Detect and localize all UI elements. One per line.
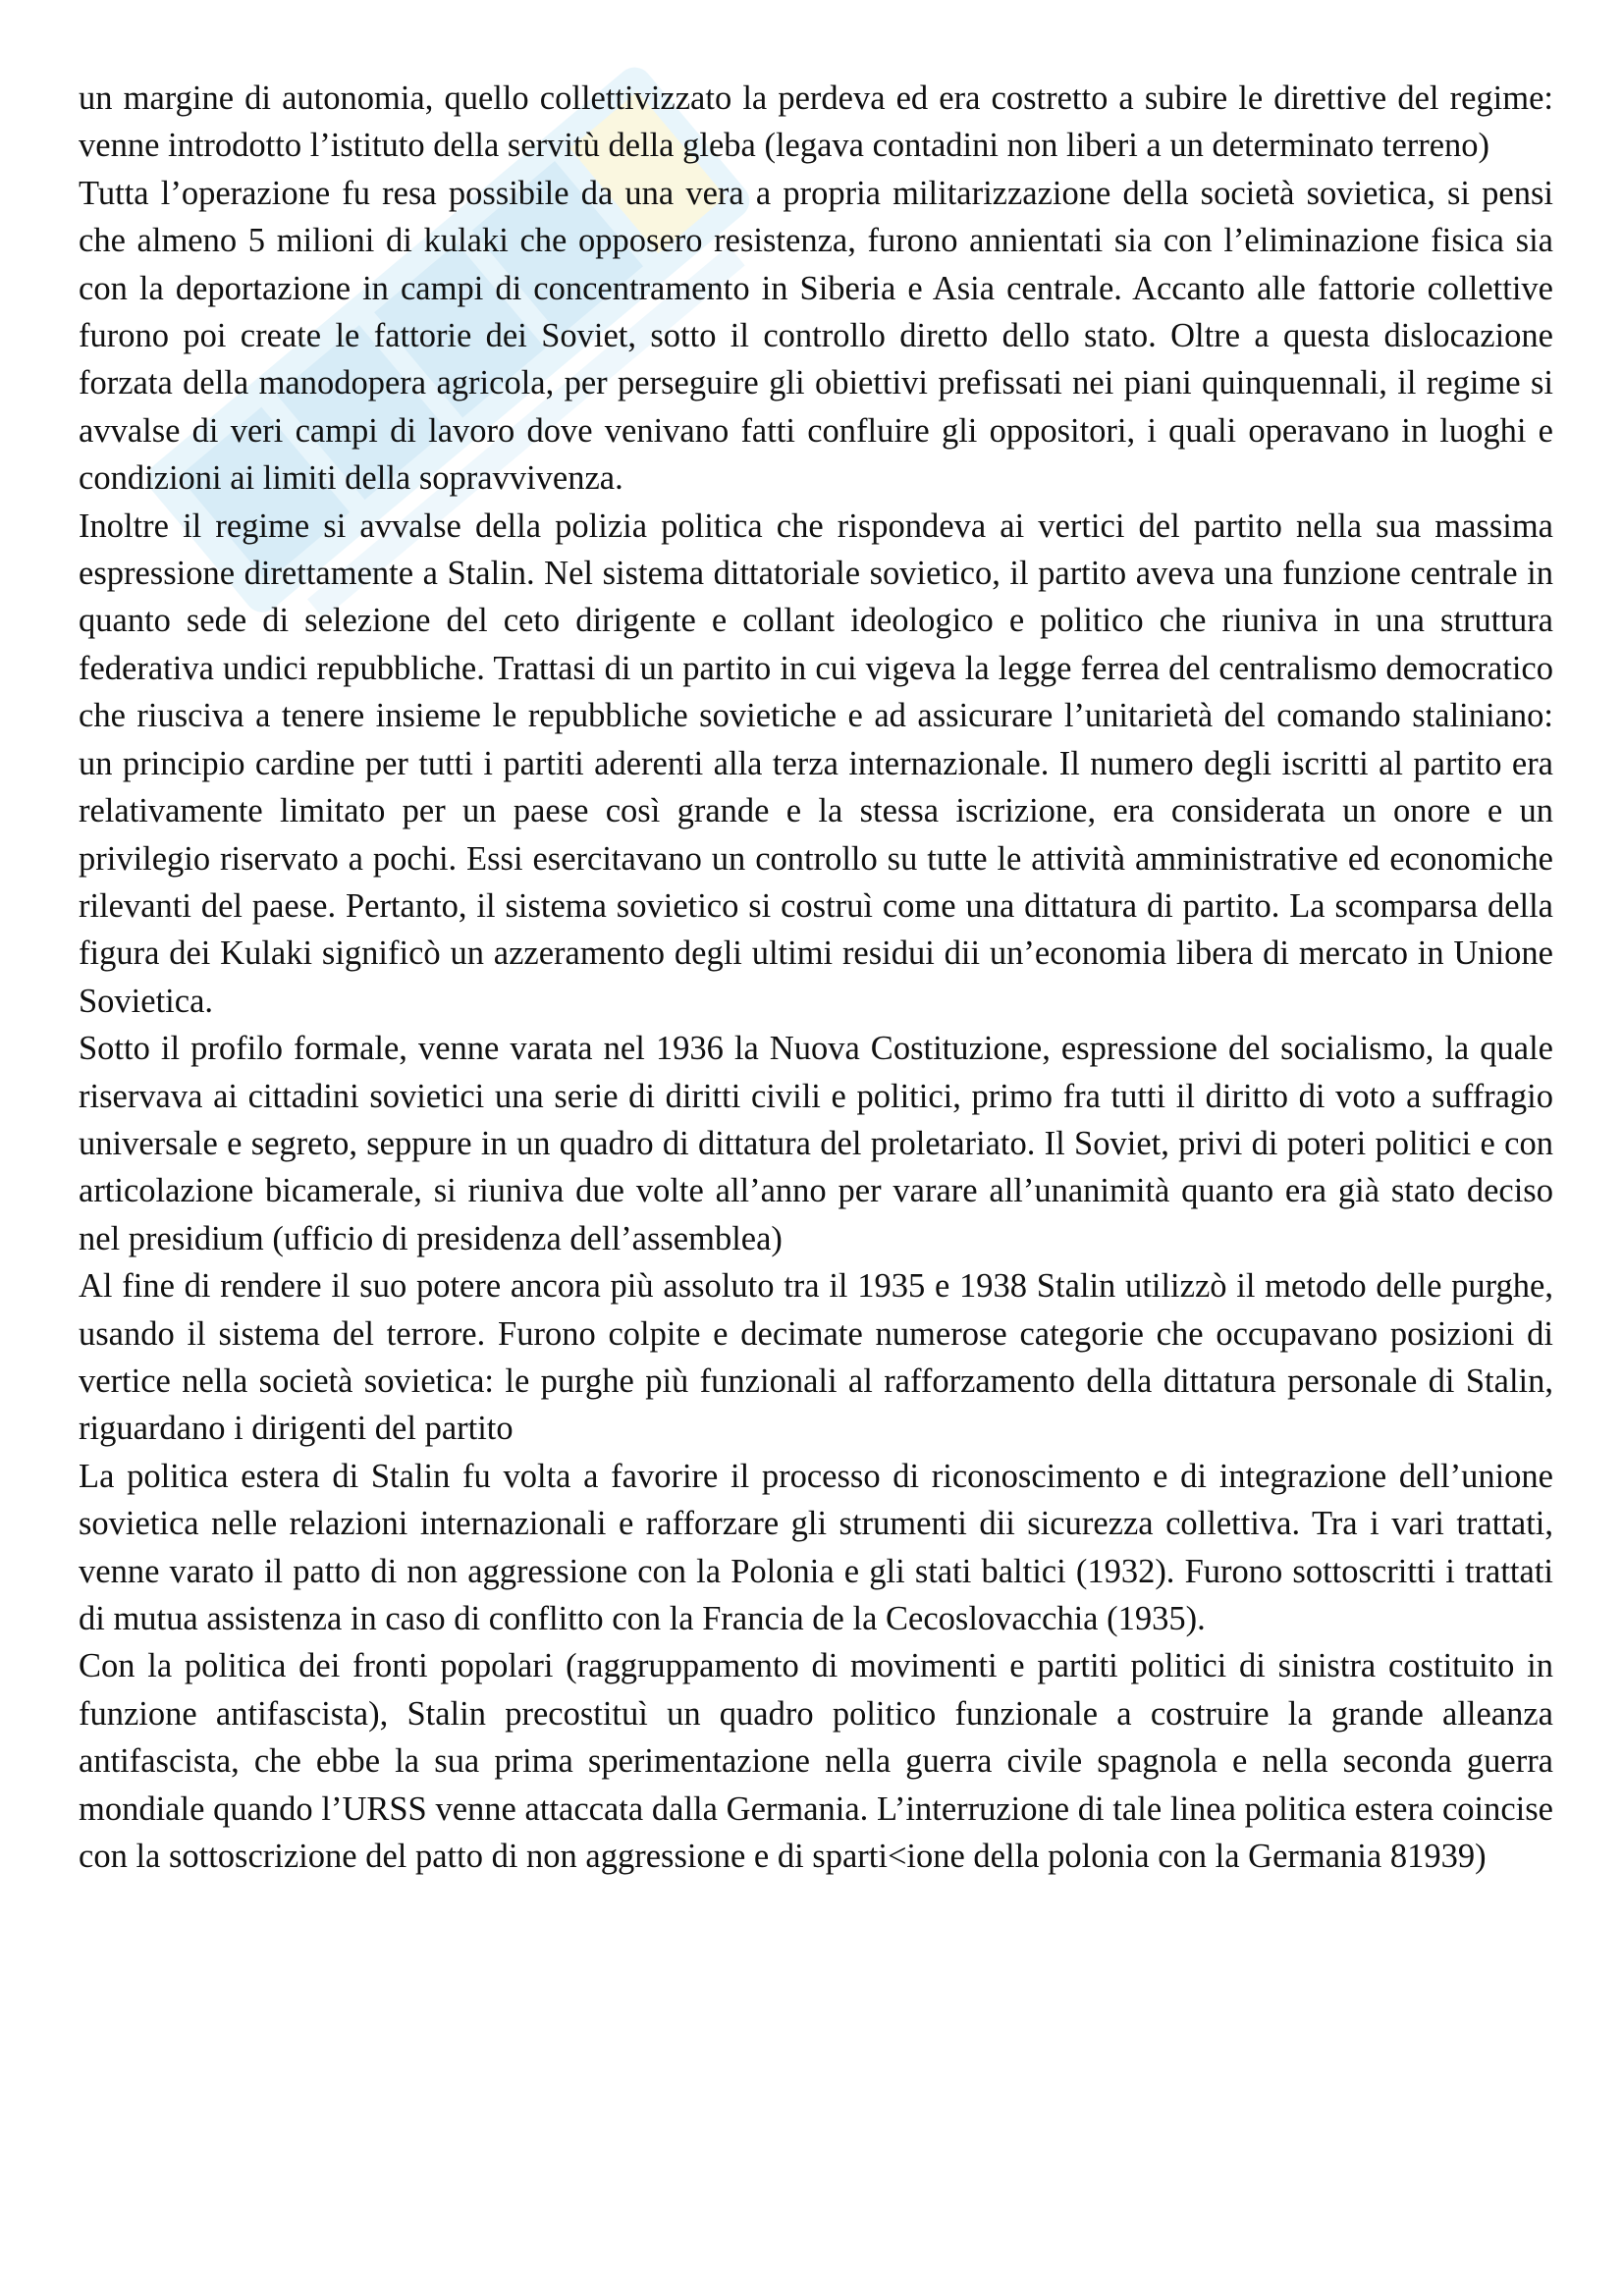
paragraph-4: Sotto il profilo formale, venne varata nel 1936 la Nuova Costituzione, espressione del socialismo, la quale riservava ai cittadini sovietici una serie di diritti civili e politici, primo fra tutti il diritto di voto a suffragio universale e segreto, seppure in un quadro di dittatura del proletariato. Il Soviet, privi di poteri politici e con articolazione bicamerale, si riuniva due volte all’anno per varare all’unanimità quanto era già stato deciso nel presidium (ufficio di presidenza dell’assemblea) [79, 1030, 1553, 1257]
paragraph-5: Al fine di rendere il suo potere ancora più assoluto tra il 1935 e 1938 Stalin utilizzò il metodo delle purghe, usando il sistema del terrore. Furono colpite e decimate numerose categorie che occupavano posizioni di vertice nella società sovietica: le purghe più funzionali al rafforzamento della dittatura personale di Stalin, riguardano i dirigenti del partito [79, 1267, 1553, 1448]
document-body [79, 75, 1553, 1880]
paragraph-7: Con la politica dei fronti popolari (raggruppamento di movimenti e partiti politici di sinistra costituito in funzione antifascista), Stalin precostituì un quadro politico funzionale a costruire la grande alleanza antifascista, che ebbe la sua prima sperimentazione nella guerra civile spagnola e nella seconda guerra mondiale quando l’URSS venne attaccata dalla Germania. L’interruzione di tale linea politica estera coincise con la sottoscrizione del patto di non aggressione e di sparti<ione della polonia con la Germania 81939) [79, 1647, 1553, 1876]
paragraph-2: Tutta l’operazione fu resa possibile da una vera a propria militarizzazione della società sovietica, si pensi che almeno 5 milioni di kulaki che opposero resistenza, furono annientati sia con l’eliminazione fisica sia con la deportazione in campi di concentramento in Siberia e Asia centrale. Accanto alle fattorie collettive furono poi create le fattorie dei Soviet, sotto il controllo diretto dello stato. Oltre a questa dislocazione forzata della manodopera agricola, per perseguire gli obiettivi prefissati nei piani quinquennali, il regime si avvalse di veri campi di lavoro dove venivano fatti confluire gli oppositori, i quali operavano in luoghi e condizioni ai limiti della sopravvivenza. [79, 174, 1553, 498]
paragraph-6: La politica estera di Stalin fu volta a favorire il processo di riconoscimento e di integrazione dell’unione sovietica nelle relazioni internazionali e rafforzare gli strumenti dii sicurezza collettiva. Tra i vari trattati, venne varato il patto di non aggressione con la Polonia e gli stati baltici (1932). Furono sottoscritti i trattati di mutua assistenza in caso di conflitto con la Francia de la Cecoslovacchia (1935). [79, 1457, 1553, 1637]
paragraph-3: Inoltre il regime si avvalse della polizia politica che rispondeva ai vertici del partito nella sua massima espressione direttamente a Stalin. Nel sistema dittatoriale sovietico, il partito aveva una funzione centrale in quanto sede di selezione del ceto dirigente e collant ideologico e politico che riuniva in una struttura federativa undici repubbliche. Trattasi di un partito in cui vigeva la legge ferrea del centralismo democratico che riusciva a tenere insieme le repubbliche sovietiche e ad assicurare l’unitarietà del comando staliniano: un principio cardine per tutti i partiti aderenti alla terza internazionale. Il numero degli iscritti al partito era relativamente limitato per un paese così grande e la stessa iscrizione, era considerata un onore e un privilegio riservato a pochi. Essi esercitavano un controllo su tutte le attività amministrative ed economiche rilevanti del paese. Pertanto, il sistema sovietico si costruì come una dittatura di partito. La scomparsa della figura dei Kulaki significò un azzeramento degli ultimi residui dii un’economia libera di mercato in Unione Sovietica. [79, 507, 1553, 1020]
paragraph-1: un margine di autonomia, quello collettivizzato la perdeva ed era costretto a subire le direttive del regime: venne introdotto l’istituto della servitù della gleba (legava contadini non liberi a un determinato terreno) [79, 80, 1553, 165]
